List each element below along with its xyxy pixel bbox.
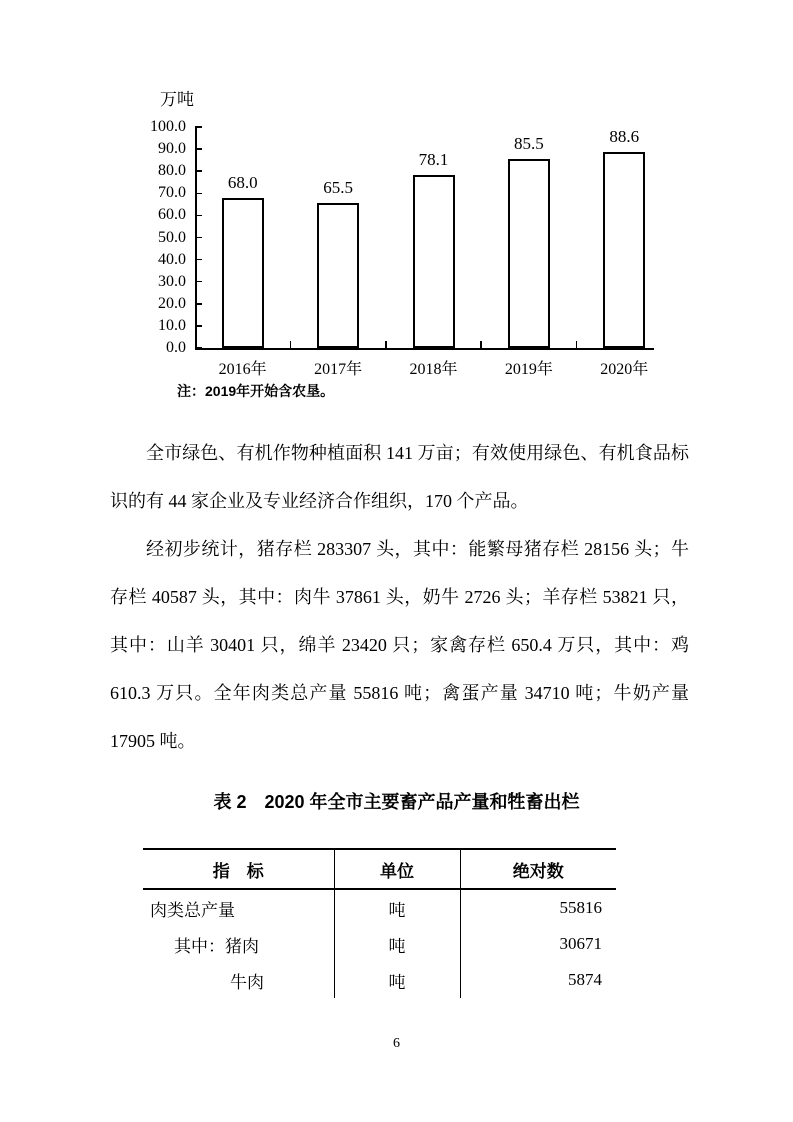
- y-axis-tick-label: 30.0: [158, 272, 186, 290]
- paragraph-livestock-stats: 经初步统计，猪存栏 283307 头，其中：能繁母猪存栏 28156 头；牛存栏 40587 头，其中：肉牛 37861 头，奶牛 2726 头；羊存栏 53821 只，其中：山羊 30401 只，绵羊 23420 只；家禽存栏 650.4 万只，其中：鸡 610.3 万只。全年肉类总产量 55816 吨；禽蛋产量 34710 吨；牛奶产量 17905 吨。: [110, 539, 689, 751]
- paragraph-green-organic: 全市绿色、有机作物种植面积 141 万亩；有效使用绿色、有机食品标识的有 44 家企业及专业经济合作组织，170 个产品。: [110, 443, 689, 511]
- table-head: [143, 849, 616, 889]
- x-axis-tick-mark: [576, 341, 578, 348]
- indicator-cell: 牛肉: [230, 972, 264, 992]
- y-axis-tick-label: 70.0: [158, 184, 186, 202]
- table-title: 表 2 2020 年全市主要畜产品产量和牲畜出栏: [213, 792, 580, 812]
- unit-cell: 吨: [334, 926, 460, 962]
- table-header-cell: 单位: [334, 849, 460, 889]
- table-body: [143, 889, 616, 998]
- x-axis-line: [195, 348, 654, 350]
- bar-value-label: 68.0: [227, 172, 258, 192]
- y-axis-tick-label: 40.0: [158, 250, 186, 268]
- x-axis-tick-mark: [480, 341, 482, 348]
- bar-value-label: 88.6: [609, 127, 640, 147]
- x-axis-tick-mark: [290, 341, 292, 348]
- y-axis-tick-label: 80.0: [158, 162, 186, 180]
- x-axis-category-label: 2018年: [409, 361, 458, 378]
- x-axis-category-label: 2016年: [218, 361, 267, 378]
- chart-note: 注：2019年开始含农垦。: [177, 383, 335, 399]
- y-axis-tick-label: 10.0: [158, 316, 186, 334]
- bar: [317, 203, 359, 348]
- table-header-cell: 绝对数: [460, 849, 616, 889]
- bar-value-label: 85.5: [514, 134, 544, 154]
- value-cell: 55816: [460, 889, 616, 926]
- y-axis-line: [195, 127, 197, 349]
- indicator-cell: 其中：猪肉: [174, 936, 259, 956]
- y-axis-tick-label: 90.0: [158, 140, 186, 158]
- chart-unit-label: 万吨: [160, 90, 194, 109]
- value-cell: 5874: [460, 962, 616, 998]
- unit-cell: 吨: [334, 889, 460, 926]
- table-row: [143, 926, 616, 962]
- page-number: 6: [393, 1036, 400, 1051]
- y-axis-tick-label: 20.0: [158, 294, 186, 312]
- x-axis-category-label: 2019年: [504, 361, 553, 378]
- bar-value-label: 78.1: [418, 150, 449, 170]
- y-axis-tick-label: 0.0: [166, 339, 186, 356]
- table-header-row: [143, 849, 616, 889]
- y-axis-tick-label: 100.0: [150, 118, 186, 135]
- table-header-cell: 指 标: [212, 861, 264, 881]
- livestock-table: [143, 848, 616, 998]
- bar: [222, 198, 264, 348]
- table-row: [143, 962, 616, 998]
- bar: [413, 175, 455, 348]
- y-axis-tick-label: 60.0: [158, 206, 186, 224]
- value-cell: 30671: [460, 926, 616, 962]
- y-axis-tick-label: 50.0: [158, 228, 186, 246]
- bar: [508, 159, 550, 348]
- x-axis-category-label: 2020年: [600, 361, 649, 378]
- unit-cell: 吨: [334, 962, 460, 998]
- bar-value-label: 65.5: [323, 178, 353, 198]
- indicator-cell: 肉类总产量: [150, 900, 235, 920]
- bar-chart: [130, 85, 740, 405]
- x-axis-tick-mark: [385, 341, 387, 348]
- x-axis-category-label: 2017年: [314, 361, 363, 378]
- bar: [603, 152, 645, 348]
- table-row: [143, 889, 616, 926]
- body-text: [110, 429, 689, 765]
